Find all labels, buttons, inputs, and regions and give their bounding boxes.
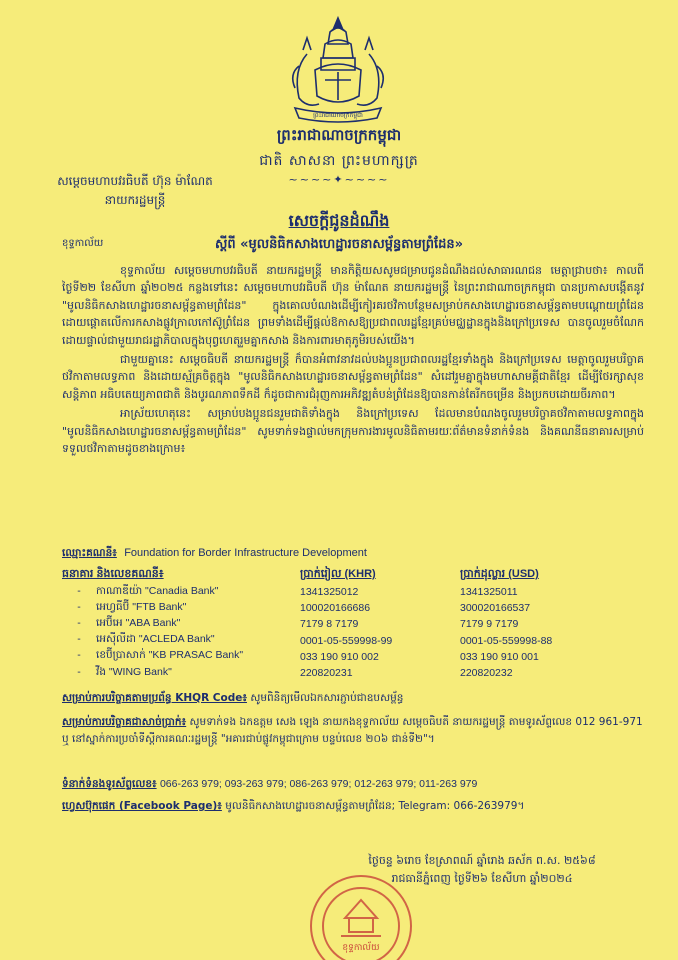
table-row <box>62 633 644 649</box>
sender-role: នាយករដ្ឋមន្ត្រី <box>104 193 166 207</box>
notice-body <box>62 262 644 459</box>
phone-numbers: 066-263 979; 093-263 979; 086-263 979; 012-263 979; 011-263 979 <box>159 778 478 790</box>
emblem-banner-text: ព្រះរាជាណាចក្រកម្ពុជា <box>313 112 363 119</box>
ornament-divider: ~~~~✦~~~~ <box>288 173 390 186</box>
header-bank: ធនាគារ និងលេខគណនី៖ <box>62 568 164 580</box>
notice-title: សេចក្ដីជូនដំណឹង <box>288 211 390 230</box>
table-row <box>62 665 644 681</box>
header-khr: ប្រាក់រៀល (KHR) <box>300 568 376 580</box>
dash-bullet: - <box>77 649 81 662</box>
bank-name: ខេប៊ីប្រាសាក់ "KB PRASAC Bank" <box>96 649 244 662</box>
account-name-label: ឈ្មោះគណនី៖ <box>62 547 117 559</box>
bank-name: វីង "WING Bank" <box>96 665 172 678</box>
facebook-row <box>62 798 644 815</box>
bank-name: កាណាឌីយ៉ា "Canadia Bank" <box>96 584 219 597</box>
khqr-label: សម្រាប់ការបរិច្ចាគតាមប្រព័ន្ធ KHQR Code៖ <box>62 692 247 704</box>
usd-account: 033 190 910 001 <box>460 650 539 663</box>
cash-text: សូមទាក់ទង ឯកឧត្ដម សេង ឡេង នាយកងខុទ្ទកាល័យ សម្ដេចធិបតី នាយករដ្ឋមន្ត្រី តាមទូរស័ព្ទលេខ 012 961-971 ឬ នៅស្នាក់ការប្រចាំទីស្ដីការគណៈរដ្ឋមន្ត្រី "អគារជាប់ផ្លូវកម្ពុជាក្រោម បន្ទប់លេខ ២០៦ ជាន់ទី២"។ <box>62 716 643 745</box>
dash-bullet: - <box>77 600 81 613</box>
seal-text: ខុទ្ទកាល័យ <box>342 943 380 953</box>
khr-account: 220820231 <box>300 667 353 680</box>
dash-bullet: - <box>77 616 81 629</box>
table-row <box>62 600 644 616</box>
paragraph: អាស្រ័យហេតុនេះ សម្រាប់បងប្អូនជនរួមជាតិទាំងក្នុង និងក្រៅប្រទេស ដែលមានបំណងចូលរួមបរិច្ចាគថវិកាតាមលទ្ធភាពក្នុង "មូលនិធិកសាងហេដ្ឋារចនាសម្ព័ន្ធតាមព្រំដែន" សូមទាក់ទងផ្ទាល់មកក្រុមការងារមូលនិធិតាមរយៈព័ត៌មានទំនាក់ទំនង និងគណនីធនាគារសម្រាប់ទទួលថវិកាតាមដូចខាងក្រោម៖ <box>62 407 644 456</box>
khqr-text: សូមពិនិត្យមើលឯកសារភ្ជាប់ជាឧបសម្ព័ន្ធ <box>250 692 404 704</box>
usd-account: 7179 9 7179 <box>460 618 519 631</box>
usd-account: 220820232 <box>460 667 513 680</box>
usd-account: 300020166537 <box>460 602 531 615</box>
dash-bullet: - <box>77 584 81 597</box>
kingdom-title: ព្រះរាជាណាចក្រកម្ពុជា <box>276 126 402 144</box>
solar-date: រាជធានីភ្នំពេញ ថ្ងៃទី២៦ ខែសីហា ឆ្នាំ២០២៤ <box>391 872 573 885</box>
table-header-row <box>62 566 644 584</box>
khr-account: 100020166686 <box>300 602 371 615</box>
official-seal-icon <box>305 866 417 960</box>
phone-row <box>62 776 644 793</box>
table-row <box>62 649 644 665</box>
khr-account: 0001-05-559998-99 <box>300 634 393 647</box>
account-name-value: Foundation for Border Infrastructure Development <box>124 547 367 559</box>
table-row <box>62 584 644 600</box>
national-motto: ជាតិ សាសនា ព្រះមហាក្សត្រ <box>259 153 419 169</box>
phone-label: ទំនាក់ទំនងទូរស័ព្ទលេខ៖ <box>62 778 157 790</box>
khr-account: 7179 8 7179 <box>300 618 359 631</box>
lunar-date: ថ្ងៃចន្ទ ៦រោច ខែស្រាពណ៍ ឆ្នាំរោង ឆស័ក ព.ស. ២៥៦៨ <box>368 854 596 867</box>
account-name-row <box>62 547 644 562</box>
bank-name: អេហ្វធីប៊ី "FTB Bank" <box>96 600 187 613</box>
sender-office: ខុទ្ទកាល័យ <box>62 238 104 249</box>
usd-account: 0001-05-559998-88 <box>460 634 553 647</box>
facebook-label: ហ្វេសប៊ុកផេក (Facebook Page)៖ <box>62 800 222 812</box>
usd-account: 1341325011 <box>460 586 518 599</box>
notice-subject: ស្ដីពី «មូលនិធិកសាងហេដ្ឋារចនាសម្ព័ន្ធតាមព្រំដែន» <box>215 237 463 252</box>
header-usd: ប្រាក់ដុល្លារ (USD) <box>460 568 539 580</box>
khqr-row <box>62 690 644 707</box>
table-row <box>62 616 644 632</box>
bank-accounts-table <box>62 566 644 681</box>
sender-name: សម្ដេចមហាបវរធិបតី ហ៊ុន ម៉ាណែត <box>57 174 213 188</box>
paragraph: ជាមួយគ្នានេះ សម្ដេចធិបតី នាយករដ្ឋមន្ត្រី ក៏បានអំពាវនាវដល់បងប្អូនប្រជាពលរដ្ឋខ្មែរទាំងក្នុង និងក្រៅប្រទេស មេត្តាចូលរួមបរិច្ចាគថវិកាតាមលទ្ធភាព និងដោយស្ម័គ្រចិត្តក្នុង "មូលនិធិកសាងហេដ្ឋារចនាសម្ព័ន្ធតាមព្រំដែន" សំដៅរួមគ្នាក្នុងមហាសាមគ្គីជាតិខ្មែរ ដើម្បីថែរក្សាសុខសន្តិភាព អធិបតេយ្យភាពជាតិ និងបូរណភាពទឹកដី ក៏ដូចជាការជំរុញការអភិវឌ្ឍតំបន់ព្រំដែនឱ្យបានកាន់តែរីកចម្រើន និងប្រកបដោយចីរភាព។ <box>62 353 644 401</box>
bank-name: អេប៊ីអេ "ABA Bank" <box>96 616 181 629</box>
khr-account: 1341325012 <box>300 586 359 599</box>
royal-coat-of-arms-icon <box>285 14 391 124</box>
facebook-text: មូលនិធិកសាងហេដ្ឋារចនាសម្ព័ន្ធតាមព្រំដែន; Telegram: 066-263979។ <box>225 800 525 812</box>
cash-row <box>62 714 644 748</box>
khr-account: 033 190 910 002 <box>300 650 379 663</box>
dash-bullet: - <box>77 665 81 678</box>
dash-bullet: - <box>77 633 81 646</box>
paragraph: ខុទ្ទកាល័យ សម្ដេចមហាបវរធិបតី នាយករដ្ឋមន្ត្រី មានកិត្តិយសសូមជម្រាបជូនដំណឹងដល់សាធារណជន មេត្តាជ្រាបថា៖ កាលពីថ្ងៃទី២២ ខែសីហា ឆ្នាំ២០២៥ កន្លងទៅនេះ សម្ដេចមហាបវរធិបតី ហ៊ុន ម៉ាណែត នាយករដ្ឋមន្ត្រី នៃព្រះរាជាណាចក្រកម្ពុជា បានប្រកាសបង្កើតនូវ "មូលនិធិកសាងហេដ្ឋារចនាសម្ព័ន្ធតាមព្រំដែន" ក្នុងគោលបំណងដើម្បីកៀរគរថវិកាបន្ថែមសម្រាប់កសាងហេដ្ឋារចនាសម្ព័ន្ធតាមបណ្ដោយព្រំដែន ដោយផ្ដោតលើការកសាងផ្លូវក្រាលកៅស៊ូព្រំដែន ព្រមទាំងដើម្បីផ្ដល់ឱកាសឱ្យប្រជាពលរដ្ឋខ្មែរគ្រប់មជ្ឈដ្ឋានក្នុងនិងក្រៅប្រទេស បានចូលរួមចំណែកដោយផ្ទាល់ជាមួយរាជរដ្ឋាភិបាលក្នុងបុព្វហេតុរួមគ្នាកសាង និងការពារមាតុភូមិរបស់យើង។ <box>62 264 644 347</box>
sender-block <box>20 172 250 210</box>
cash-label: សម្រាប់ការបរិច្ចាគជាសាច់ប្រាក់៖ <box>62 716 187 728</box>
bank-name: អេស៊ីលីដា "ACLEDA Bank" <box>96 633 215 646</box>
